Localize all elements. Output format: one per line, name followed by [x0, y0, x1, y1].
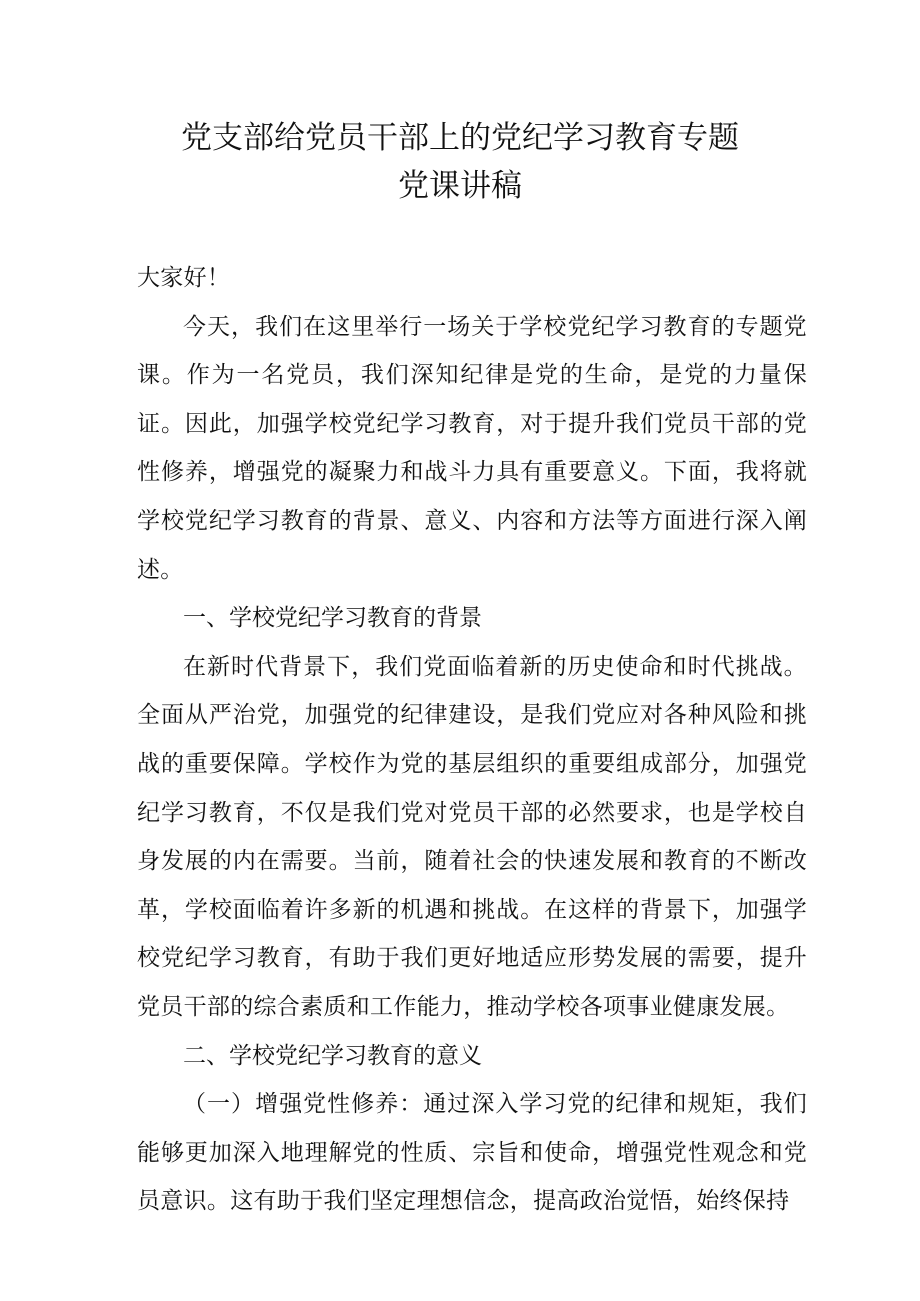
greeting: 大家好！: [137, 265, 231, 291]
document-title-line-1: 党支部给党员干部上的党纪学习教育专题: [181, 120, 739, 156]
section-2-item-1-text: 通过深入学习党的纪律和规矩，我们能够更加深入地理解党的性质、宗旨和使命，增强党性观念和党员意识。这有助于我们坚定理想信念，提高政治觉悟，始终保持: [137, 1091, 807, 1215]
section-2-item-1-label: （一）增强党性修养：: [183, 1091, 424, 1118]
document-title-line-2: 党课讲稿: [398, 168, 522, 204]
section-2-item-1-paragraph: [137, 1080, 807, 1226]
document-body: [137, 254, 807, 1226]
section-1-paragraph: 在新时代背景下，我们党面临着新的历史使命和时代挑战。全面从严治党，加强党的纪律建设，是我们党应对各种风险和挑战的重要保障。学校作为党的基层组织的重要组成部分，加强党纪学习教育，不仅是我们党对党员干部的必然要求，也是学校自身发展的内在需要。当前，随着社会的快速发展和教育的不断改革，学校面临着许多新的机遇和挑战。在这样的背景下，加强学校党纪学习教育，有助于我们更好地适应形势发展的需要，提升党员干部的综合素质和工作能力，推动学校各项事业健康发展。: [137, 653, 807, 1020]
intro-paragraph: 今天，我们在这里举行一场关于学校党纪学习教育的专题党课。作为一名党员，我们深知纪律是党的生命，是党的力量保证。因此，加强学校党纪学习教育，对于提升我们党员干部的党性修养，增强党的凝聚力和战斗力具有重要意义。下面，我将就学校党纪学习教育的背景、意义、内容和方法等方面进行深入阐述。: [137, 313, 807, 583]
section-1-heading: 一、学校党纪学习教育的背景: [183, 605, 482, 632]
section-2-heading: 二、学校党纪学习教育的意义: [183, 1042, 482, 1069]
